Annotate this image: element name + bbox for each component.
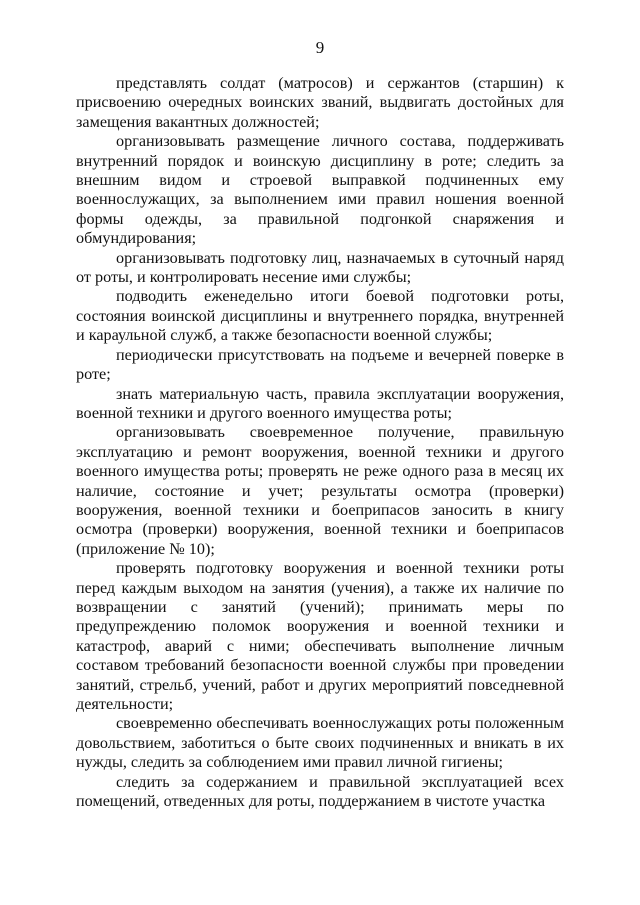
document-body <box>76 74 564 811</box>
paragraph: своевременно обеспечивать военнослужащих роты положенным довольствием, заботиться о быте своих подчиненных и вникать в их нужды, следить за соблюдением ими правил личной гигиены; <box>76 714 564 772</box>
paragraph: подводить еженедельно итоги боевой подготовки роты, состояния воинской дисциплины и внутреннего порядка, внутренней и караульной служб, а также безопасности военной службы; <box>76 287 564 345</box>
paragraph: проверять подготовку вооружения и военной техники роты перед каждым выходом на занятия (учения), а также их наличие по возвращении с занятий (учений); принимать меры по предупреждению поломок вооружения и военной техники и катастроф, аварий с ними; обеспечивать выполнение личным составом требований безопасности военной службы при проведении занятий, стрельб, учений, работ и других мероприятий повседневной деятельности; <box>76 559 564 713</box>
paragraph: знать материальную часть, правила эксплуатации вооружения, военной техники и другого военного имущества роты; <box>76 384 564 422</box>
paragraph: периодически присутствовать на подъеме и вечерней поверке в роте; <box>76 345 564 384</box>
paragraph: организовывать своевременное получение, правильную эксплуатацию и ремонт вооружения, военной техники и другого военного имущества роты; проверять не реже одного раза в месяц их наличие, состояние и учет; результаты осмотра (проверки) вооружения, военной техники и боеприпасов заносить в книгу осмотра (проверки) вооружения, военной техники и боеприпасов (приложение № 10); <box>76 423 564 558</box>
page-number: 9 <box>315 38 325 57</box>
paragraph: организовывать подготовку лиц, назначаемых в суточный наряд от роты, и контролировать несение ими службы; <box>76 248 564 287</box>
paragraph: организовывать размещение личного состава, поддерживать внутренний порядок и воинскую дисциплину в роте; следить за внешним видом и строевой выправкой подчиненных ему военнослужащих, за выполнением ими правил ношения военной формы одежды, за правильной подгонкой снаряжения и обмундирования; <box>76 132 564 248</box>
paragraph: следить за содержанием и правильной эксплуатацией всех помещений, отведенных для роты, поддержанием в чистоте участка <box>76 772 564 811</box>
paragraph: представлять солдат (матросов) и сержантов (старшин) к присвоению очередных воинских званий, выдвигать достойных для замещения вакантных должностей; <box>76 74 564 131</box>
